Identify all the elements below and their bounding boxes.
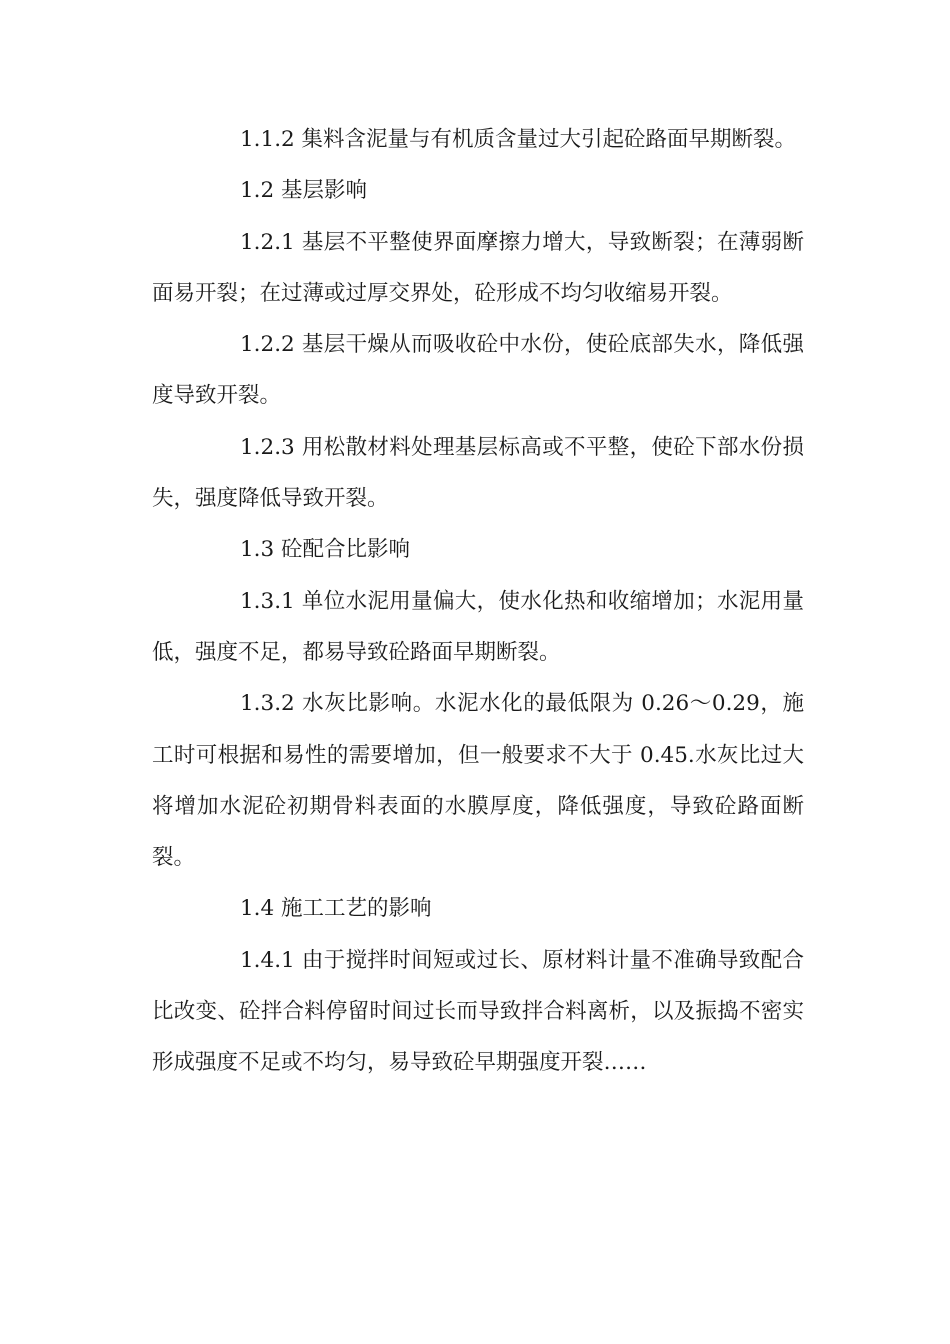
paragraph-1-3-2: 1.3.2 水灰比影响。水泥水化的最低限为 0.26～0.29，施工时可根据和易性的需要增加，但一般要求不大于 0.45.水灰比过大将增加水泥砼初期骨料表面的水膜厚度，降低强度，导致砼路面断裂。 (152, 691, 804, 871)
heading-1-4: 1.4 施工工艺的影响 (240, 896, 432, 922)
heading-1-2: 1.2 基层影响 (240, 178, 368, 204)
paragraph-1-4-1: 1.4.1 由于搅拌时间短或过长、原材料计量不准确导致配合比改变、砼拌合料停留时间过长而导致拌合料离析，以及振捣不密实形成强度不足或不均匀，易导致砼早期强度开裂…… (152, 947, 804, 1076)
heading-1-3: 1.3 砼配合比影响 (240, 537, 411, 563)
document-body (152, 114, 804, 1089)
paragraph-1-2-2: 1.2.2 基层干燥从而吸收砼中水份，使砼底部失水，降低强度导致开裂。 (152, 332, 804, 409)
paragraph-1-2-3: 1.2.3 用松散材料处理基层标高或不平整，使砼下部水份损失，强度降低导致开裂。 (152, 434, 804, 512)
paragraph-1-3-1: 1.3.1 单位水泥用量偏大，使水化热和收缩增加；水泥用量低，强度不足，都易导致砼路面早期断裂。 (152, 588, 804, 665)
paragraph-1-1-2: 1.1.2 集料含泥量与有机质含量过大引起砼路面早期断裂。 (240, 127, 797, 152)
paragraph-1-2-1: 1.2.1 基层不平整使界面摩擦力增大，导致断裂；在薄弱断面易开裂；在过薄或过厚交界处，砼形成不均匀收缩易开裂。 (152, 229, 804, 306)
